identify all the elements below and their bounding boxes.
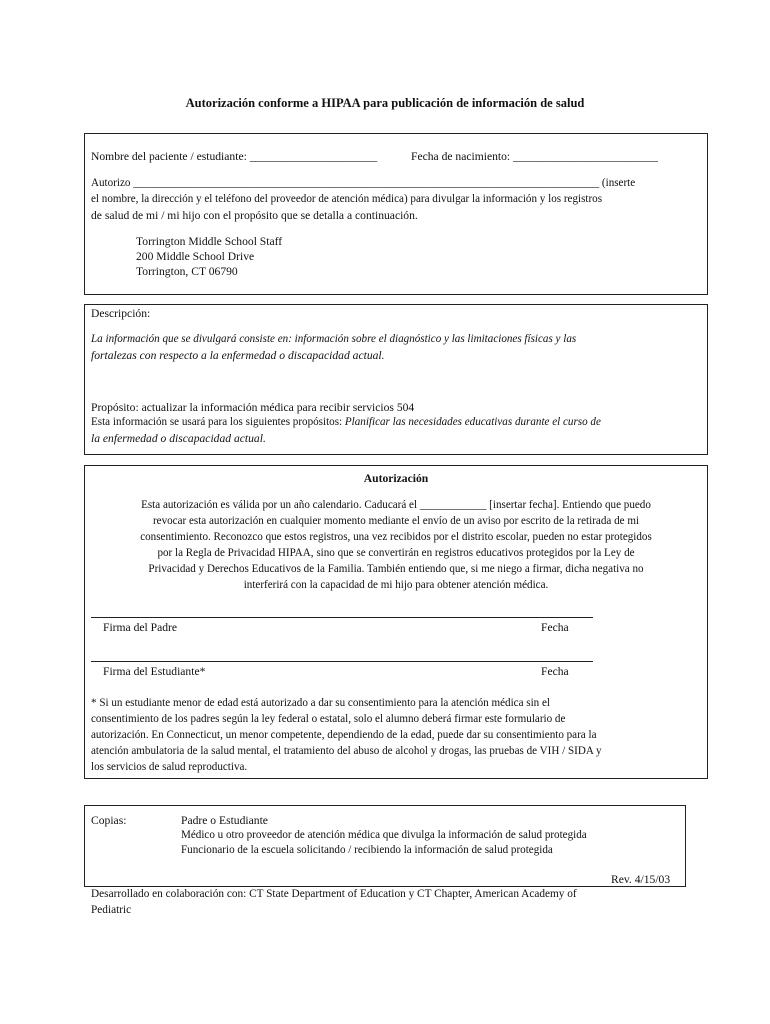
authorize-text: de salud de mi / mi hijo con el propósito que se detalla a continuación. [91, 209, 418, 222]
recipient-line: Torrington Middle School Staff [136, 235, 283, 248]
recipient-line: 200 Middle School Drive [136, 250, 255, 263]
copies-item: Médico u otro proveedor de atención médica que divulga la información de salud protegida [181, 829, 587, 841]
copies-label: Copias: [91, 814, 127, 827]
description-text: fortalezas con respecto a la enfermedad o discapacidad actual. [91, 349, 385, 362]
page-title: Autorización conforme a HIPAA para publicación de información de salud [185, 96, 585, 110]
usage-text: la enfermedad o discapacidad actual. [91, 432, 266, 445]
authorization-paragraph-line: Privacidad y Derechos Educativos de la Familia. También entiendo que, si me niego a firmar, dicha negativa no [148, 563, 644, 575]
purpose-text: Propósito: actualizar la información médica para recibir servicios 504 [91, 401, 415, 414]
authorization-paragraph-line: interferirá con la capacidad de mi hijo para obtener atención médica. [243, 579, 549, 591]
parent-date-label: Fecha [541, 621, 569, 634]
usage-prefix: Esta información se usará para los siguientes propósitos: [91, 416, 345, 428]
footnote-line: atención ambulatoria de la salud mental, el tratamiento del abuso de alcohol y drogas, las pruebas de VIH / SIDA y [91, 745, 602, 757]
parent-signature-label: Firma del Padre [103, 621, 178, 634]
student-signature-label: Firma del Estudiante* [103, 665, 206, 678]
footnote-line: autorización. En Connecticut, un menor competente, dependiendo de la edad, puede dar su consentimiento para la [91, 729, 597, 741]
copies-item: Padre o Estudiante [181, 814, 268, 827]
recipient-line: Torrington, CT 06790 [136, 265, 238, 278]
footnote-line: * Si un estudiante menor de edad está autorizado a dar su consentimiento para la atención médica sin el [91, 697, 550, 709]
authorization-paragraph-line: consentimiento. Reconozco que estos registros, una vez recibidos por el distrito escolar, pueden no estar protegidos [140, 531, 652, 543]
authorization-paragraph-line: por la Regla de Privacidad HIPAA, sino que se convertirán en registros educativos protegidos por la Ley de [157, 547, 635, 559]
authorization-heading: Autorización [363, 472, 429, 485]
patient-name-field[interactable]: Nombre del paciente / estudiante: ______________________ [91, 150, 378, 163]
footnote-line: consentimiento de los padres según la ley federal o estatal, solo el alumno deberá firmar este formulario de [91, 713, 566, 725]
footer-credit: Desarrollado en colaboración con: CT State Department of Education y CT Chapter, American Academy of [91, 888, 577, 900]
student-date-label: Fecha [541, 665, 569, 678]
footer-credit: Pediatric [91, 904, 132, 916]
authorization-paragraph-line: Esta autorización es válida por un año calendario. Caducará el ____________ [insertar fecha]. Entiendo que puedo [141, 499, 651, 511]
description-label: Descripción: [91, 307, 151, 320]
revision-date: Rev. 4/15/03 [611, 873, 671, 886]
usage-text [91, 415, 601, 430]
usage-italic: Planificar las necesidades educativas durante el curso de [344, 416, 601, 428]
footnote-line: los servicios de salud reproductiva. [91, 761, 248, 773]
description-text: La información que se divulgará consiste en: información sobre el diagnóstico y las limitaciones físicas y las [91, 333, 577, 345]
authorization-paragraph-line: revocar esta autorización en cualquier momento mediante el envío de un aviso por escrito de la retirada de mi [152, 515, 640, 527]
authorize-provider-field[interactable]: Autorizo ____________________________________________________________________________________ (inserte [91, 177, 636, 189]
parent-signature-line[interactable] [91, 617, 593, 618]
copies-item: Funcionario de la escuela solicitando / recibiendo la información de salud protegida [181, 844, 553, 856]
student-signature-line[interactable] [91, 661, 593, 662]
authorize-text: el nombre, la dirección y el teléfono del proveedor de atención médica) para divulgar la información y los registros [91, 193, 603, 205]
date-of-birth-field[interactable]: Fecha de nacimiento: _________________________ [411, 150, 658, 163]
